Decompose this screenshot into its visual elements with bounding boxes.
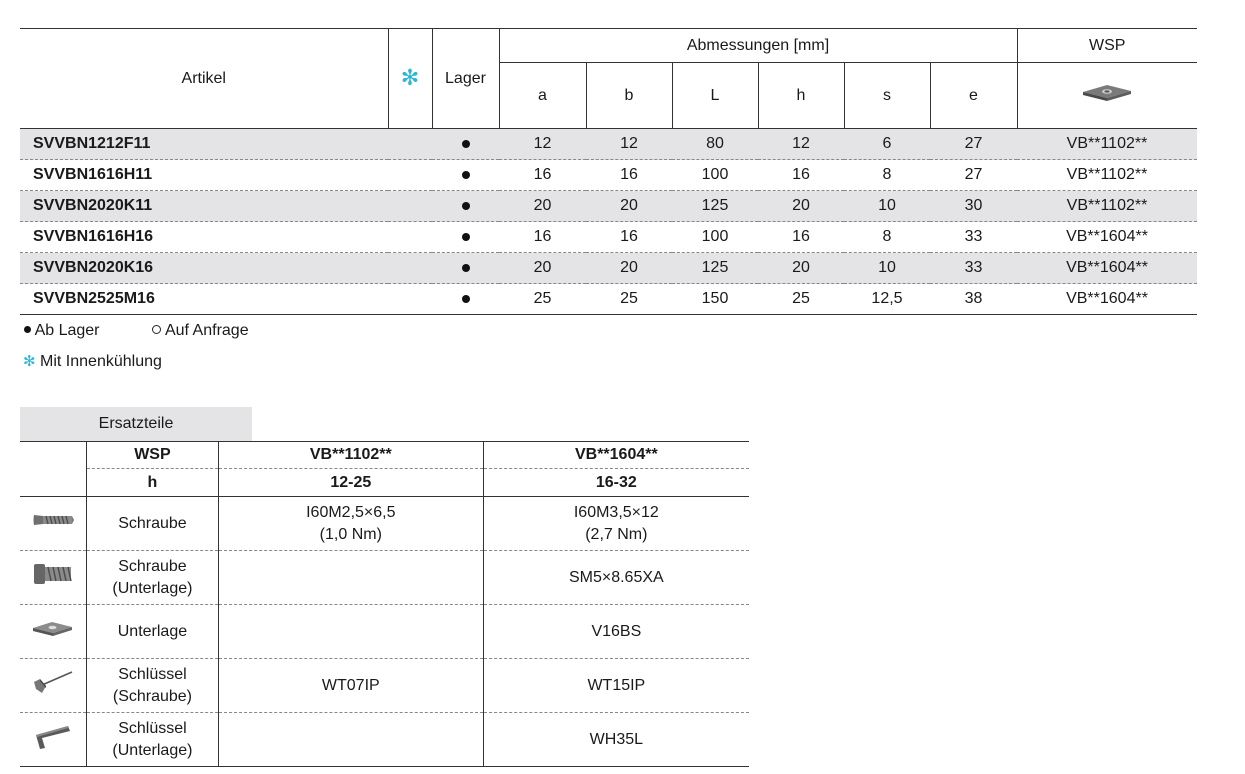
part-label <box>86 659 218 713</box>
part-value-col1 <box>218 551 483 605</box>
list-item <box>20 497 749 551</box>
in-stock-dot-icon <box>462 295 470 303</box>
article-table <box>20 28 1197 315</box>
cooling-cell <box>388 284 432 315</box>
lager-cell <box>432 222 499 253</box>
dim-L-cell: 100 <box>672 160 758 191</box>
dim-b-cell: 20 <box>586 191 672 222</box>
list-item <box>20 713 749 767</box>
header-lager: Lager <box>432 29 499 129</box>
dim-h-cell: 16 <box>758 160 844 191</box>
part-icon-cell <box>20 605 86 659</box>
in-stock-dot-icon <box>462 171 470 179</box>
part-value-col2 <box>483 605 749 659</box>
dim-a-cell: 12 <box>499 129 586 160</box>
part-icon-cell <box>20 713 86 767</box>
dim-h-cell: 16 <box>758 222 844 253</box>
list-item <box>20 551 749 605</box>
cooling-cell <box>388 129 432 160</box>
part-value-col1 <box>218 605 483 659</box>
part-value-line1: WH35L <box>589 730 644 748</box>
lager-cell <box>432 191 499 222</box>
col1-wsp: VB**1102** <box>218 442 483 469</box>
dim-e-cell: 33 <box>930 222 1017 253</box>
dim-s-cell: 12,5 <box>844 284 930 315</box>
part-value-line1: SM5×8.65XA <box>568 568 664 586</box>
hex-key-icon <box>30 719 76 753</box>
dim-L-cell: 150 <box>672 284 758 315</box>
table-row <box>20 191 1197 222</box>
artikel-cell: SVVBN1212F11 <box>20 129 388 160</box>
header-artikel: Artikel <box>20 29 388 129</box>
dim-h-cell: 12 <box>758 129 844 160</box>
part-label-line2: (Unterlage) <box>112 579 193 597</box>
torx-key-icon <box>30 667 76 697</box>
lager-cell <box>432 160 499 191</box>
lager-cell <box>432 253 499 284</box>
part-icon-cell <box>20 551 86 605</box>
col2-h: 16-32 <box>483 469 749 497</box>
dim-e-cell: 33 <box>930 253 1017 284</box>
part-label-line1: Schraube <box>118 514 187 532</box>
header-dim-h: h <box>758 63 844 129</box>
part-value-line2: (2,7 Nm) <box>585 525 648 543</box>
dim-L-cell: 125 <box>672 191 758 222</box>
part-value-col2 <box>483 713 749 767</box>
legend-stock <box>24 322 249 340</box>
artikel-cell: SVVBN2020K16 <box>20 253 388 284</box>
list-item <box>20 659 749 713</box>
artikel-cell: SVVBN2525M16 <box>20 284 388 315</box>
col2-wsp: VB**1604** <box>483 442 749 469</box>
corner-cell <box>20 442 86 469</box>
header-dim-L: L <box>672 63 758 129</box>
part-label <box>86 605 218 659</box>
dim-a-cell: 20 <box>499 191 586 222</box>
wsp-cell: VB**1604** <box>1017 253 1197 284</box>
dim-e-cell: 27 <box>930 160 1017 191</box>
in-stock-dot-icon <box>24 326 31 333</box>
dim-a-cell: 16 <box>499 222 586 253</box>
spare-parts-title: Ersatzteile <box>20 407 252 441</box>
in-stock-dot-icon <box>462 202 470 210</box>
part-label-line1: Unterlage <box>117 622 188 640</box>
legend-ab-lager: Ab Lager <box>34 322 100 339</box>
in-stock-dot-icon <box>462 264 470 272</box>
part-label-line1: Schlüssel <box>118 719 187 737</box>
part-label-line2: (Unterlage) <box>112 741 193 759</box>
on-request-ring-icon <box>152 325 161 334</box>
dim-e-cell: 38 <box>930 284 1017 315</box>
dim-L-cell: 80 <box>672 129 758 160</box>
dim-s-cell: 6 <box>844 129 930 160</box>
header-dim-a: a <box>499 63 586 129</box>
cooling-cell <box>388 253 432 284</box>
part-label-line1: Schraube <box>118 557 187 575</box>
header-dim-e: e <box>930 63 1017 129</box>
dim-L-cell: 125 <box>672 253 758 284</box>
header-cooling <box>388 29 432 129</box>
header-wsp-image <box>1017 63 1197 129</box>
lager-cell <box>432 129 499 160</box>
part-value-line2: (1,0 Nm) <box>319 525 382 543</box>
part-value-line1: I60M3,5×12 <box>573 503 659 521</box>
header-dim-b: b <box>586 63 672 129</box>
in-stock-dot-icon <box>462 140 470 148</box>
dim-L-cell: 100 <box>672 222 758 253</box>
insert-plate-icon <box>1077 82 1137 104</box>
artikel-cell: SVVBN1616H16 <box>20 222 388 253</box>
part-value-col1 <box>218 713 483 767</box>
cooling-cell <box>388 222 432 253</box>
wsp-label: WSP <box>86 442 218 469</box>
shim-icon <box>30 617 76 639</box>
col1-h: 12-25 <box>218 469 483 497</box>
table-row <box>20 129 1197 160</box>
part-value-col1 <box>218 497 483 551</box>
lager-cell <box>432 284 499 315</box>
legend-auf-anfrage: Auf Anfrage <box>164 322 249 339</box>
dim-b-cell: 25 <box>586 284 672 315</box>
dim-h-cell: 20 <box>758 191 844 222</box>
dim-s-cell: 10 <box>844 253 930 284</box>
wsp-cell: VB**1102** <box>1017 191 1197 222</box>
corner-cell <box>20 469 86 497</box>
legend-cooling <box>23 352 162 371</box>
cooling-icon: ✻ <box>400 65 420 90</box>
dim-h-cell: 25 <box>758 284 844 315</box>
part-value-line1: I60M2,5×6,5 <box>306 503 396 521</box>
spare-parts-table <box>20 441 749 767</box>
h-label: h <box>86 469 218 497</box>
header-abmessungen: Abmessungen [mm] <box>499 29 1017 63</box>
table-row <box>20 222 1197 253</box>
cooling-cell <box>388 191 432 222</box>
dim-e-cell: 27 <box>930 129 1017 160</box>
part-label <box>86 551 218 605</box>
part-label-line2: (Schraube) <box>112 687 193 705</box>
part-value-line1: WT15IP <box>587 676 646 694</box>
part-value-line1: WT07IP <box>321 676 380 694</box>
dim-b-cell: 16 <box>586 222 672 253</box>
dim-b-cell: 12 <box>586 129 672 160</box>
table-row <box>20 284 1197 315</box>
dim-a-cell: 16 <box>499 160 586 191</box>
table-row <box>20 160 1197 191</box>
dim-b-cell: 20 <box>586 253 672 284</box>
dim-e-cell: 30 <box>930 191 1017 222</box>
dim-s-cell: 10 <box>844 191 930 222</box>
wsp-cell: VB**1102** <box>1017 129 1197 160</box>
cooling-icon: ✻ <box>23 353 36 370</box>
part-value-col2 <box>483 551 749 605</box>
dim-b-cell: 16 <box>586 160 672 191</box>
wsp-cell: VB**1604** <box>1017 222 1197 253</box>
artikel-cell: SVVBN2020K11 <box>20 191 388 222</box>
wsp-cell: VB**1102** <box>1017 160 1197 191</box>
dim-a-cell: 20 <box>499 253 586 284</box>
wsp-cell: VB**1604** <box>1017 284 1197 315</box>
part-value-col2 <box>483 659 749 713</box>
part-label <box>86 497 218 551</box>
shim-screw-icon <box>30 557 76 591</box>
part-label <box>86 713 218 767</box>
dim-s-cell: 8 <box>844 222 930 253</box>
part-value-col1 <box>218 659 483 713</box>
screw-icon <box>30 505 76 535</box>
table-row <box>20 253 1197 284</box>
dim-s-cell: 8 <box>844 160 930 191</box>
legend-innenkuehlung: Mit Innenkühlung <box>40 353 162 370</box>
part-value-col2 <box>483 497 749 551</box>
dim-a-cell: 25 <box>499 284 586 315</box>
part-label-line1: Schlüssel <box>118 665 187 683</box>
part-icon-cell <box>20 659 86 713</box>
cooling-cell <box>388 160 432 191</box>
part-value-line1: V16BS <box>591 622 642 640</box>
list-item <box>20 605 749 659</box>
part-icon-cell <box>20 497 86 551</box>
header-dim-s: s <box>844 63 930 129</box>
dim-h-cell: 20 <box>758 253 844 284</box>
in-stock-dot-icon <box>462 233 470 241</box>
artikel-cell: SVVBN1616H11 <box>20 160 388 191</box>
header-wsp: WSP <box>1017 29 1197 63</box>
